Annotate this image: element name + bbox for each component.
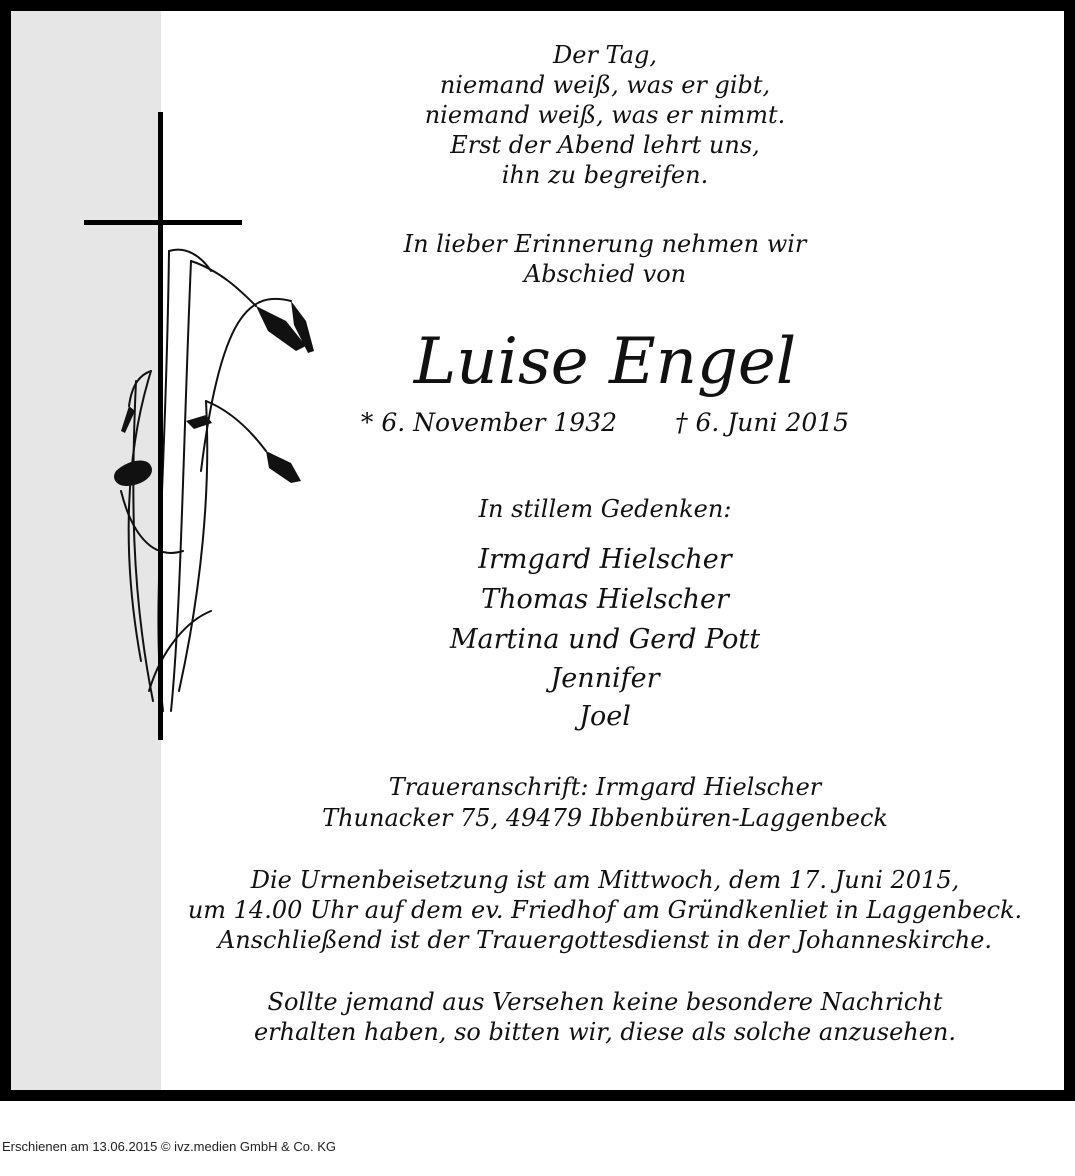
death-date: † 6. Juni 2015 [675, 408, 850, 437]
deceased-name: Luise Engel [413, 325, 797, 399]
mourners-list [140, 540, 1070, 736]
intro [140, 229, 1070, 289]
memory-heading: In stillem Gedenken: [478, 495, 732, 523]
notice-line: Sollte jemand aus Versehen keine besondere Nachricht [267, 988, 943, 1016]
funeral-line: Die Urnenbeisetzung ist am Mittwoch, dem 17. Juni 2015, [250, 866, 960, 894]
address-line: Thunacker 75, 49479 Ibbenbüren-Laggenbeck [322, 804, 888, 832]
intro-line: Abschied von [523, 260, 687, 288]
address-line: Traueranschrift: Irmgard Hielscher [388, 773, 822, 801]
mourning-address [140, 772, 1070, 834]
mourner-name: Jennifer [550, 663, 660, 694]
poem-line: Der Tag, [553, 41, 657, 69]
funeral-details [140, 865, 1070, 955]
life-dates [140, 408, 1070, 438]
mourner-name: Irmgard Hielscher [478, 544, 732, 575]
funeral-line: um 14.00 Uhr auf dem ev. Friedhof am Gründkenliet in Laggenbeck. [187, 896, 1023, 924]
poem-line: niemand weiß, was er gibt, [439, 71, 771, 99]
poem-line: ihn zu begreifen. [501, 161, 709, 189]
mourner-name: Joel [579, 701, 631, 732]
publication-footer: Erschienen am 13.06.2015 © ivz.medien GmbH & Co. KG [2, 1139, 337, 1154]
poem-line: niemand weiß, was er nimmt. [424, 101, 786, 129]
funeral-line: Anschließend ist der Trauergottesdienst in der Johanneskirche. [217, 926, 993, 954]
mourner-name: Martina und Gerd Pott [449, 624, 761, 655]
poem [140, 40, 1070, 190]
notice-text [140, 987, 1070, 1047]
birth-date: * 6. November 1932 [360, 408, 618, 437]
cross-icon-bar [84, 220, 242, 225]
mourner-name: Thomas Hielscher [481, 584, 729, 615]
notice-line: erhalten haben, so bitten wir, diese als solche anzusehen. [253, 1018, 957, 1046]
intro-line: In lieber Erinnerung nehmen wir [403, 230, 807, 258]
poem-line: Erst der Abend lehrt uns, [450, 131, 760, 159]
